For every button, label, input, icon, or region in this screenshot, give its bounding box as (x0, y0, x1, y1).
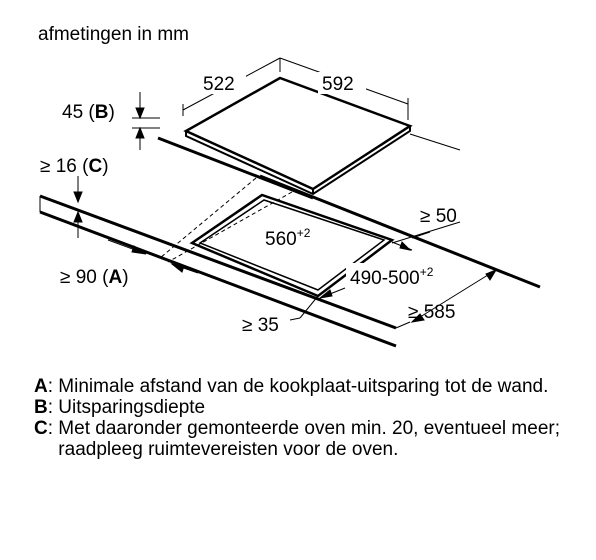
legend-key: A (34, 376, 48, 397)
front-clearance-label: ≥ 35 (242, 315, 279, 336)
legend-key: B (34, 397, 48, 418)
wall-distance-a-label: ≥ 90 (A) (60, 267, 129, 288)
cutout-width-label: $560^{+2}$ (265, 226, 311, 250)
legend-text: Met daaronder gemonteerde oven min. 20, eventueel meer; raadpleeg ruimtevereisten voor de oven. (58, 418, 560, 460)
cutout-depth-dimension (132, 92, 160, 150)
hob-width-label: 522 (203, 74, 235, 95)
legend-text: Uitsparingsdiepte (58, 397, 206, 418)
worktop-depth-label: ≥ 585 (408, 302, 456, 323)
legend-item-c: C : Met daaronder gemonteerde oven min. 20, eventueel meer; raadpleeg ruimtevereisten voor de oven. (34, 418, 574, 460)
cutout-depth-b-label: 45 (B) (62, 102, 115, 123)
legend-item-b: B : Uitsparingsdiepte (34, 397, 574, 418)
legend (34, 376, 574, 460)
hob-plate (186, 78, 410, 194)
legend-item-a: A : Minimale afstand van de kookplaat-uitsparing tot de wand. (34, 376, 574, 397)
legend-text: Minimale afstand van de kookplaat-uitsparing tot de wand. (58, 376, 549, 397)
legend-key: C (34, 418, 48, 439)
cutout-depth-490-label: $490-500^{+2}$ (350, 265, 434, 289)
rear-clearance-label: ≥ 50 (420, 206, 457, 227)
caption: afmetingen in mm (38, 24, 190, 45)
worktop (40, 176, 540, 346)
oven-gap-c-label: ≥ 16 (C) (40, 156, 109, 177)
hob-depth-label: 592 (322, 74, 354, 95)
